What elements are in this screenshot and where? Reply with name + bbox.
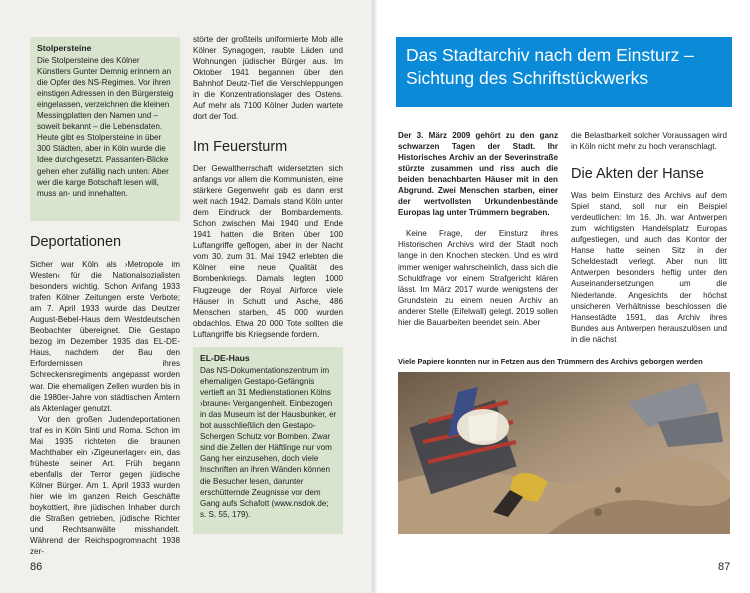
right-page [378,0,750,593]
deportationen-heading: Deportationen [30,234,122,250]
stolpersteine-text: Die Stolpersteine des Kölner Künstlers Gunter Demnig erinnern an die Opfer des NS-Regimes. Vor ihren einstigen Adressen in den Bürgersteig eingelassen, verzeichnen die kleinen Messingplatten den Namen und – soweit bekannt – die Lebensdaten. Heute gibt es Stolpersteine in über 300 Städten, aber in Köln wurde die Idee durchgesetzt. Passanten-Blicke gehen eher zufällig nach unten: Aber wer die karge Botschaft lesen will, muss an- und innehalten. [37,56,174,198]
feuersturm-section [193,139,343,340]
hanse-text: Was beim Einsturz des Archivs auf dem Spiel stand, soll nur ein Beispiel verdeutlichen: Im 16. Jh. war Antwerpen zum wichtigsten Handelsplatz Europas aufgestiegen, und auch das Kontor der Hanse hatte seinen Sitz in der Scheldestadt verlegt. Aber nun litt Antwerpen besonders heftig unter den Auseinandersetzungen um die Niederlande. Angesichts der höchst unsicheren Verhältnisse beschlossen die Hansestädte 1591, das Archiv ihres Bundes aus Antwerpen herauszulösen und in die nächst [571,191,727,344]
photo-caption: Viele Papiere konnten nur in Fetzen aus den Trümmern des Archivs geborgen werden [398,357,703,366]
column2-top [193,34,343,122]
el-de-haus-text: Das NS-Dokumentationszentrum im ehemaligen Gestapo-Gefängnis vertieft an 31 Medienstationen Kölns ›braune‹ Vergangenheit. Einbezogen in das Museum ist der Hausbunker, er bot ausschließlich den Gestapo-Schergen Schutz vor Bomben. Zwar sind die Zellen der Häftlinge nur vom Gang her einzusehen, doch viele Inschriften an ihren Wänden können die Besucher lesen, darunter erschütternde Zeugnisse vor dem Gang aufs Schafott (www.nsdok.de; s. S. 55, 179). [200,366,337,519]
feuersturm-heading: Im Feuersturm [193,139,288,155]
article-column-2-top: die Belastbarkeit solcher Voraussagen wird in Köln nicht mehr zu hoch veranschlagt. [571,131,727,152]
article-body-1: Keine Frage, der Einsturz ihres Historischen Archivs wird der Stadt noch lange in den Knochen stecken. Und es wird immer weniger wahrscheinlich, dass sich die Schuldfrage vor einem Strafgericht klären lässt. Im März 2017 wurde wenigstens der Grundstein zu einem neuen Archiv an anderer Stelle (Eifelwall) gelegt. 2019 sollen hier die Bauarbeiten beendet sein. Aber [398,229,558,327]
deportationen-section [30,234,180,557]
stolpersteine-title: Stolpersteine [37,43,92,53]
el-de-haus-title: EL-DE-Haus [200,353,250,363]
column2-top-text: störte der großteils uniformierte Mob alle Kölner Synagogen, raubte Läden und Wohnungen jüdischer Bürger aus. Im Oktober 1941 begannen über den Bahnhof Deutz-Tief die Verschleppungen in die Konzentrationslager des Ostens. Auf mehr als 7100 Kölner Juden wartete dort der Tod. [193,35,343,122]
deportationen-p1: Sicher war Köln als ›Metropole im Westen‹ für die Nationalsozialisten besonders wichtig. Schon Anfang 1933 trafen Kölner Zeitungen erste Verbote; am 7. April 1933 wurde das Deutzer August-Bebel-Haus dem Westdeutschen Beobachter übereignet. Die Gestapo bezog im Dezember 1935 das EL-DE-Haus, nachdem der Bau den Erfordernissen ihres Schreckensregiments angepasst worden war. Die ehemaligen Zellen wurden bis in die 1980er-Jahre von städtischen Ämtern als Aktenlager genutzt. [30,260,180,413]
article-lead: Der 3. März 2009 gehört zu den ganz schwarzen Tagen der Stadt. Ihr Historisches Archiv an der Severinstraße stürzte zusammen und riss auch die beiden benachbarten Häuser mit in den Abgrund. Zwei Menschen starben, einer der wertvollsten Urkundenbestände Europas lag unter Trümmern begraben. [398,131,558,218]
left-page [0,0,372,593]
hanse-heading: Die Akten der Hanse [571,166,704,183]
archive-rubble-photo [398,372,730,534]
article-column-1 [398,130,558,328]
rubble-photo-illustration [398,372,730,534]
feuersturm-text: Der Gewaltherrschaft widersetzten sich anfangs vor allem die Kommunisten, eine stärkere Gegenwehr gab es dann erst weit nach 1942. Damals stand Köln unter dem Eindruck der Bombardements. Schon zwischen Mai 1940 und Ende 1941 hatten die Briten über 100 Luftangriffe geflogen, aber in der Nacht vom 30. zum 31. Mai 1942 erlebten die Kölner eine neue Qualität des Bombenkriegs. Damals legten 1000 Flugzeuge der Royal Airforce viele Häuser in Schutt und Asche, 486 Menschen starben, 45 000 wurden obdachlos. Etwa 20 000 Tote sollten die Luftangriffe bis Kriegsende fordern. [193,164,343,339]
el-de-haus-box [193,347,343,534]
stolpersteine-box [30,37,180,221]
article-column-2 [571,130,727,345]
page-number-right: 87 [718,561,731,573]
deportationen-p2: Vor den großen Judendeportationen traf es in Köln Sinti und Roma. Schon im Mai 1935 richteten die braunen Machthaber ein ›Zigeunerlager‹ ein, das früheste seiner Art. Früh begann ebenfalls der Terror gegen jüdische Kölner Bürger. Am 1. April 1933 wurden hier wie im ganzen Reich Geschäfte boykottiert, ihre jüdischen Inhaber durch die Straßen getrieben, jüdische Richter und Rechtsanwälte misshandelt. Während der Reichspogromnacht 1938 zer- [30,414,180,557]
article-title-banner: Das Stadtarchiv nach dem Einsturz – Sichtung des Schriftstückwerks [396,37,732,107]
page-number-left: 86 [30,561,43,573]
